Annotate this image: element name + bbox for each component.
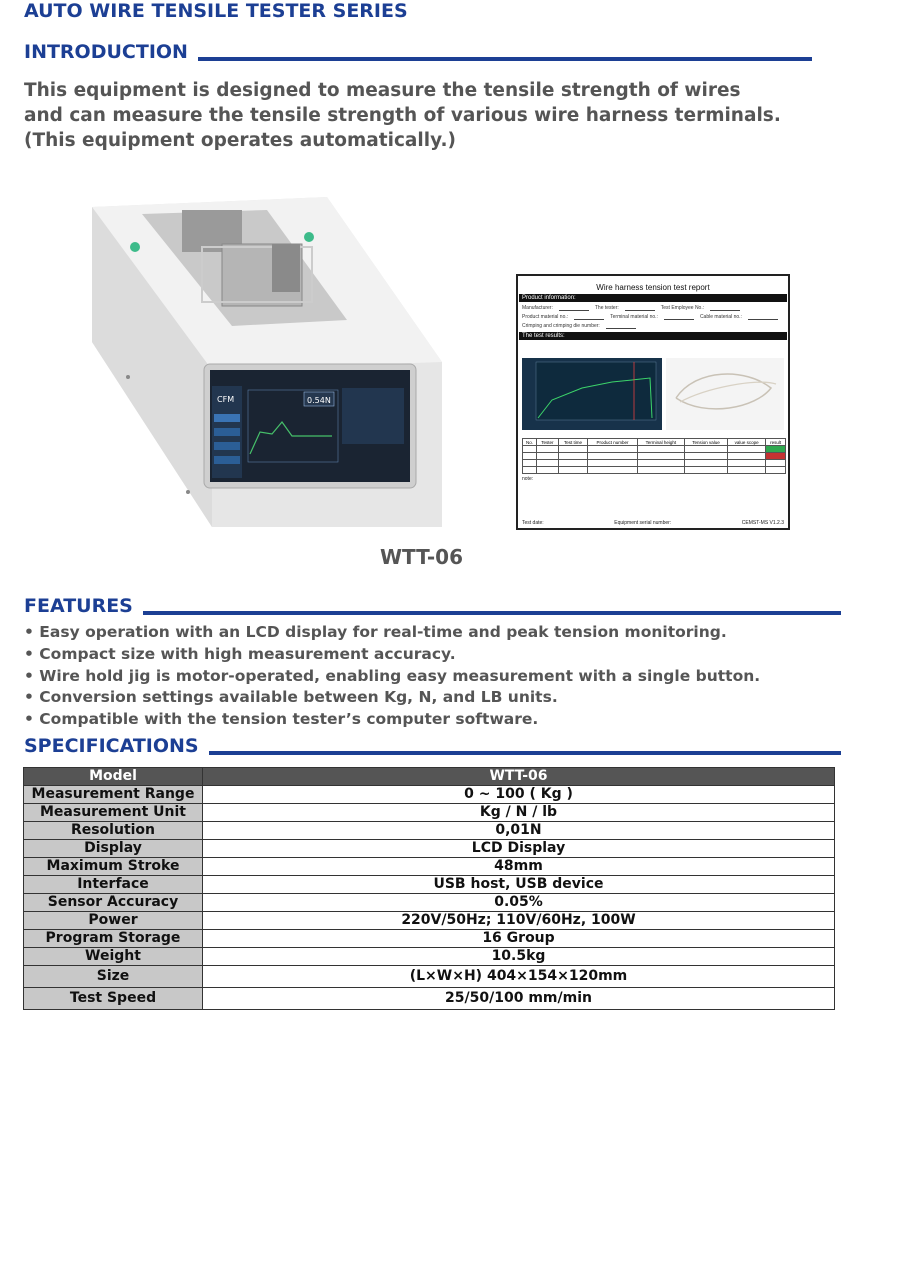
introduction-heading (24, 41, 812, 63)
clamp-jaw (272, 244, 300, 292)
table-row: Measurement Unit Kg / N / lb (24, 804, 835, 822)
list-item: • Easy operation with an LCD display for real-time and peak tension monitoring. (24, 623, 727, 641)
table-row: Test Speed 25/50/100 mm/min (24, 988, 835, 1010)
report-table: No. Tester Test time Product number Terminal height Tension value value scope result (522, 438, 786, 474)
page-title: AUTO WIRE TENSILE TESTER SERIES (24, 0, 408, 22)
spec-key: Model (24, 768, 203, 786)
intro-line: and can measure the tensile strength of various wire harness terminals. (24, 105, 781, 126)
table-row: Display LCD Display (24, 840, 835, 858)
features-heading-label: FEATURES (24, 595, 133, 617)
table-row: Weight 10.5kg (24, 948, 835, 966)
report-wire-photo (666, 358, 784, 430)
lcd-menu-item (214, 456, 240, 464)
intro-line: (This equipment operates automatically.) (24, 130, 456, 151)
report-row: Crimping and crimping die number: (522, 323, 784, 329)
lcd-side-panel (342, 388, 404, 444)
lcd-reading: 0.54N (307, 396, 331, 405)
table-row: Program Storage 16 Group (24, 930, 835, 948)
features-list (24, 622, 760, 731)
table-row: Measurement Range 0 ~ 100 ( Kg ) (24, 786, 835, 804)
list-item: • Wire hold jig is motor-operated, enabling easy measurement with a single button. (24, 666, 761, 685)
specifications-heading (24, 735, 841, 757)
report-title: Wire harness tension test report (596, 283, 710, 292)
lcd-logo: CFM (217, 395, 235, 404)
report-footer: Test date: Equipment serial number: CEMST-MS V1.2.3 (522, 520, 784, 526)
table-row: Size (L×W×H) 404×154×120mm (24, 966, 835, 988)
specifications-table (23, 767, 835, 1010)
report-product-info-bar: Product information: (519, 294, 787, 302)
lcd-menu-item (214, 428, 240, 436)
spec-value: WTT-06 (203, 768, 835, 786)
specifications-rule (209, 751, 841, 755)
table-row: Interface USB host, USB device (24, 876, 835, 894)
table-row: Resolution 0,01N (24, 822, 835, 840)
report-remark: note: (522, 476, 534, 482)
table-row (24, 768, 835, 786)
report-chart (522, 358, 662, 430)
introduction-heading-label: INTRODUCTION (24, 41, 188, 63)
lcd-menu-item (214, 442, 240, 450)
table-row: Power 220V/50Hz; 110V/60Hz, 100W (24, 912, 835, 930)
test-report-image (516, 274, 790, 530)
green-button-icon (130, 242, 140, 252)
features-heading (24, 595, 841, 617)
specifications-heading-label: SPECIFICATIONS (24, 735, 199, 757)
report-results-bar: The test results: (519, 332, 787, 340)
intro-line: This equipment is designed to measure the tensile strength of wires (24, 80, 741, 101)
lcd-menu-item (214, 414, 240, 422)
device-photo (92, 192, 442, 532)
list-item: • Conversion settings available between Kg, N, and LB units. (24, 688, 558, 707)
table-row: Maximum Stroke 48mm (24, 858, 835, 876)
list-item: • Compatible with the tension tester’s computer software. (24, 710, 539, 729)
features-rule (143, 611, 841, 615)
list-item: • Compact size with high measurement accuracy. (24, 644, 456, 663)
introduction-text (24, 78, 864, 153)
report-row: Product material no.: Terminal material no.: Cable material no.: (522, 314, 784, 320)
report-row: Manufacturer: The tester: Test Employee No.: (522, 305, 784, 311)
model-caption: WTT-06 (380, 545, 463, 569)
green-button-icon (304, 232, 314, 242)
introduction-rule (198, 57, 812, 61)
table-row: Sensor Accuracy 0.05% (24, 894, 835, 912)
